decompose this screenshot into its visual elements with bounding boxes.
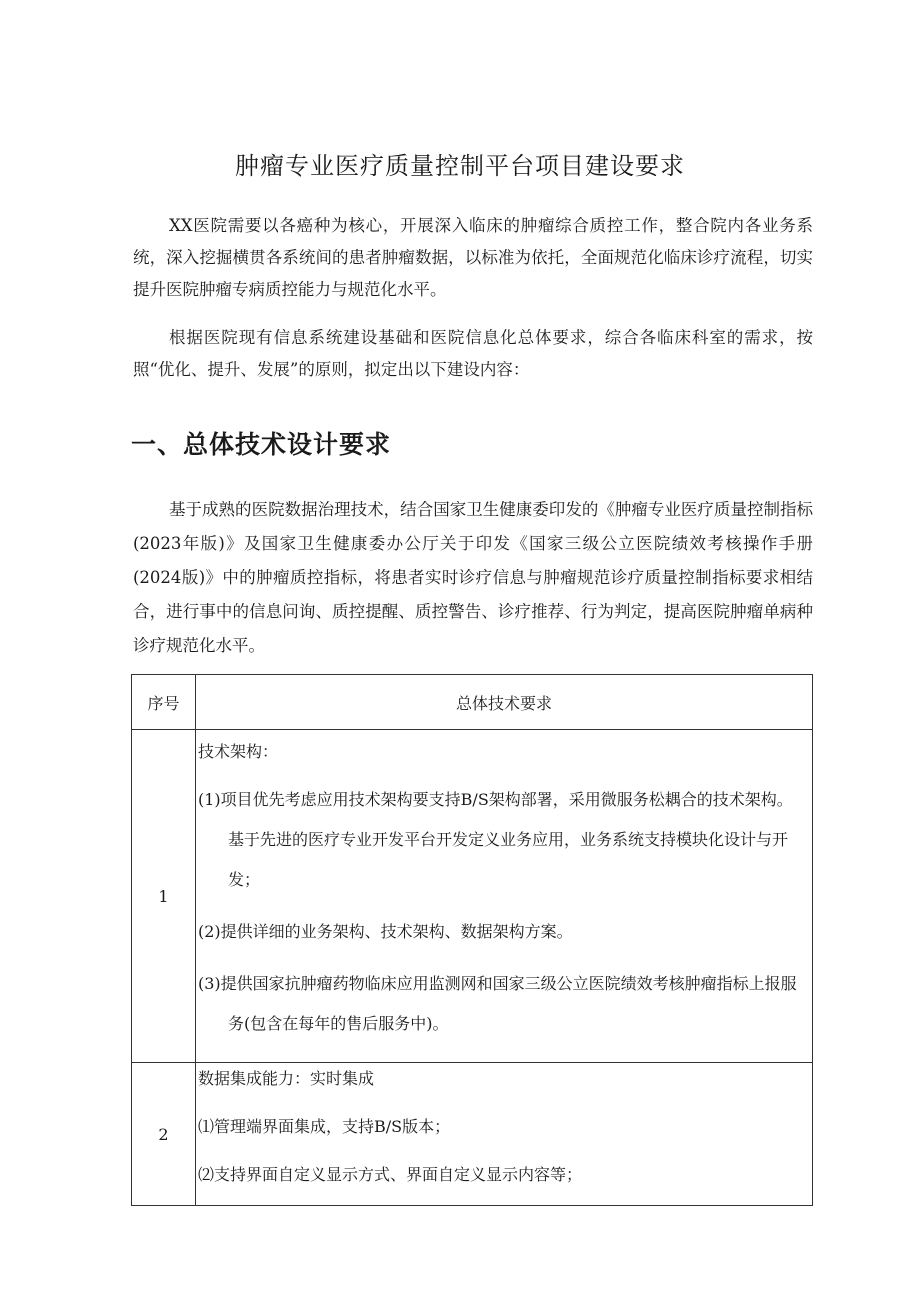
- table-row: [132, 1063, 813, 1206]
- row-item: (3)提供国家抗肿瘤药物临床应用监测网和国家三级公立医院绩效考核肿瘤指标上报服务(包含在每年的售后服务中)。: [198, 974, 797, 1033]
- intro-paragraph-1: XX医院需要以各癌种为核心，开展深入临床的肿瘤综合质控工作，整合院内各业务系统，深入挖掘横贯各系统间的患者肿瘤数据，以标准为依托，全面规范化临床诊疗流程，切实提升医院肿瘤专病质控能力与规范化水平。: [133, 216, 813, 299]
- row-number: 1: [132, 730, 196, 1063]
- requirements-table: [131, 674, 813, 1206]
- intro-paragraph-2: 根据医院现有信息系统建设基础和医院信息化总体要求，综合各临床科室的需求，按照“优化、提升、发展”的原则，拟定出以下建设内容：: [133, 328, 813, 379]
- section-heading: 一、总体技术设计要求: [131, 430, 392, 459]
- table-header-row: [132, 675, 813, 730]
- section-paragraph: 基于成熟的医院数据治理技术，结合国家卫生健康委印发的《肿瘤专业医疗质量控制指标(2023年版)》及国家卫生健康委办公厅关于印发《国家三级公立医院绩效考核操作手册(2024版)》中的肿瘤质控指标，将患者实时诊疗信息与肿瘤规范诊疗质量控制指标要求相结合，进行事中的信息问询、质控提醒、质控警告、诊疗推荐、行为判定，提高医院肿瘤单病种诊疗规范化水平。: [133, 500, 813, 655]
- table-row: [132, 730, 813, 1063]
- row-number: 2: [132, 1063, 196, 1206]
- header-no: 序号: [132, 675, 196, 730]
- row-content: [196, 730, 813, 1063]
- row-item: (2)提供详细的业务架构、技术架构、数据架构方案。: [198, 922, 573, 941]
- row-item: ⑵支持界面自定义显示方式、界面自定义显示内容等；: [198, 1165, 583, 1184]
- row-content: [196, 1063, 813, 1206]
- row-item: (1)项目优先考虑应用技术架构要支持B/S架构部署，采用微服务松耦合的技术架构。基于先进的医疗专业开发平台开发定义业务应用，业务系统支持模块化设计与开发；: [198, 790, 793, 889]
- row-heading: 技术架构：: [198, 742, 279, 761]
- row-heading: 数据集成能力：实时集成: [198, 1069, 375, 1088]
- row-item: ⑴管理端界面集成，支持B/S版本；: [198, 1117, 451, 1136]
- header-requirement: 总体技术要求: [196, 675, 813, 730]
- document-title: 肿瘤专业医疗质量控制平台项目建设要求: [235, 152, 685, 180]
